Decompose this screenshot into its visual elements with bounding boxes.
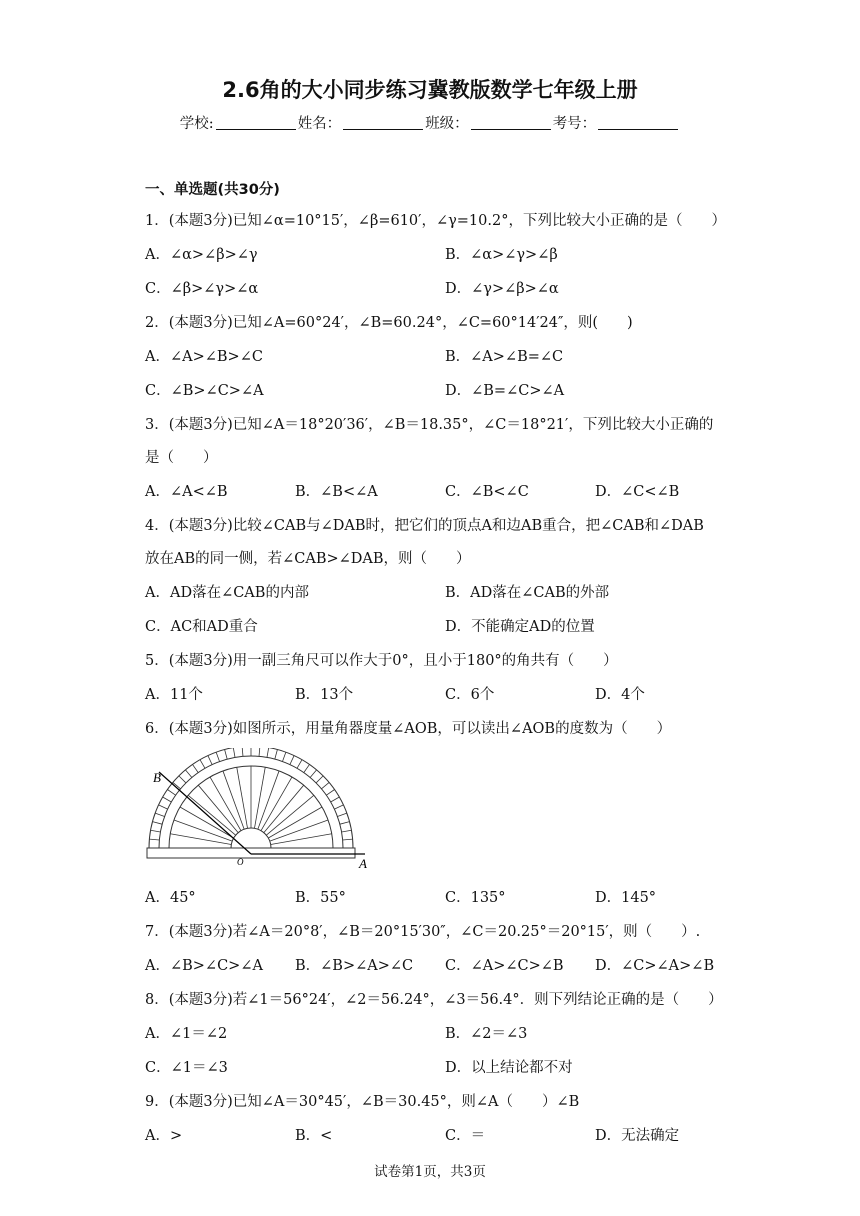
protractor-tick: [159, 805, 168, 809]
protractor-tick: [155, 813, 164, 816]
protractor-radial: [237, 767, 248, 828]
q5-option-c: C．6个: [445, 687, 495, 703]
question-3-stem: 3．(本题3分)已知∠A＝18°20′36′，∠B＝18.35°，∠C＝18°21′，下列比较大小正确的: [145, 417, 714, 433]
protractor-tick: [200, 760, 205, 769]
protractor-tick: [267, 748, 269, 757]
protractor-tick: [331, 797, 340, 802]
protractor-tick: [337, 813, 346, 816]
q3-option-a: A．∠A<∠B: [145, 484, 228, 500]
protractor-radial: [180, 807, 234, 838]
q5-option-a: A．11个: [145, 687, 203, 703]
q1-option-b: B．∠α>∠γ>∠β: [445, 247, 558, 263]
protractor-tick: [340, 822, 350, 825]
protractor-radial: [270, 820, 328, 841]
protractor-tick: [290, 756, 294, 765]
q8-option-b: B．∠2＝∠3: [445, 1026, 528, 1042]
class-blank: [471, 115, 551, 130]
question-1-stem: 1．(本题3分)已知∠α=10°15′，∠β=610′，∠γ=10.2°，下列比较大小正确的是（ ）: [145, 213, 726, 229]
q8-option-c: C．∠1＝∠3: [145, 1060, 228, 1076]
protractor-tick: [282, 752, 285, 761]
protractor-radial: [170, 834, 231, 845]
protractor-tick: [316, 776, 323, 783]
question-4-stem: 4．(本题3分)比较∠CAB与∠DAB时，把它们的顶点A和边AB重合，把∠CAB和∠DAB: [145, 518, 704, 534]
protractor-tick: [297, 760, 302, 769]
q9-option-c: C．＝: [445, 1128, 486, 1144]
q6-option-a: A．45°: [145, 890, 196, 906]
school-blank: [216, 115, 296, 130]
protractor-tick: [326, 789, 334, 795]
label-a: A: [359, 856, 367, 870]
question-2-stem: 2．(本题3分)已知∠A=60°24′，∠B=60.24°，∠C=60°14′24″，则( ): [145, 315, 633, 331]
protractor-tick: [334, 805, 343, 809]
q8-option-d: D．以上结论都不对: [445, 1060, 573, 1076]
question-8-stem: 8．(本题3分)若∠1＝56°24′，∠2＝56.24°，∠3＝56.4°．则下列结论正确的是（ ）: [145, 992, 723, 1008]
question-4-stem-cont: 放在AB的同一侧，若∠CAB>∠DAB，则（ ）: [145, 551, 471, 567]
class-label: 班级：: [425, 116, 469, 132]
protractor-tick: [343, 839, 353, 840]
protractor-radial: [258, 771, 279, 829]
section-heading: 一、单选题(共30分): [145, 182, 280, 198]
exam-no-label: 考号：: [552, 116, 597, 132]
q9-option-a: A．>: [145, 1128, 183, 1144]
q9-option-d: D．无法确定: [595, 1128, 680, 1144]
q6-option-d: D．145°: [595, 890, 657, 906]
page-footer: 试卷第1页，共3页: [374, 1164, 486, 1180]
protractor-tick: [225, 749, 228, 759]
q1-option-c: C．∠β>∠γ>∠α: [145, 281, 259, 297]
protractor-tick: [152, 822, 162, 825]
q2-option-b: B．∠A>∠B=∠C: [445, 349, 564, 365]
protractor-radial: [174, 820, 232, 841]
protractor-tick: [310, 770, 316, 778]
exam-no-blank: [598, 115, 678, 130]
q4-option-d: D．不能确定AD的位置: [445, 619, 595, 635]
question-7-stem: 7．(本题3分)若∠A＝20°8′，∠B＝20°15′30″，∠C＝20.25°＝20°15′，则（ ）.: [145, 924, 701, 940]
protractor-tick: [304, 764, 310, 772]
protractor-radial: [210, 777, 241, 831]
q2-option-d: D．∠B=∠C>∠A: [445, 383, 565, 399]
q6-option-b: B．55°: [295, 890, 346, 906]
protractor-radial: [254, 767, 265, 828]
q7-option-c: C．∠A>∠C>∠B: [445, 958, 564, 974]
q3-option-c: C．∠B<∠C: [445, 484, 529, 500]
protractor-tick: [163, 797, 172, 802]
protractor-tick: [242, 748, 243, 756]
q3-option-d: D．∠C<∠B: [595, 484, 680, 500]
protractor-tick: [151, 830, 161, 832]
q7-option-a: A．∠B>∠C>∠A: [145, 958, 263, 974]
label-o: O: [237, 857, 244, 867]
protractor-tick: [185, 770, 191, 778]
q6-option-c: C．135°: [445, 890, 506, 906]
q7-option-d: D．∠C>∠A>∠B: [595, 958, 715, 974]
q3-option-b: B．∠B<∠A: [295, 484, 378, 500]
protractor-tick: [259, 748, 260, 756]
protractor-radial: [268, 807, 322, 838]
protractor-tick: [149, 839, 159, 840]
protractor-radial: [223, 771, 244, 829]
label-b: B: [153, 770, 161, 785]
q9-option-b: B．<: [295, 1128, 333, 1144]
protractor-tick: [342, 830, 352, 832]
q4-option-b: B．AD落在∠CAB的外部: [445, 585, 610, 601]
question-3-stem-cont: 是（ ）: [145, 450, 218, 466]
protractor-tick: [179, 776, 186, 783]
q8-option-a: A．∠1＝∠2: [145, 1026, 228, 1042]
student-info: [0, 112, 860, 133]
q1-option-a: A．∠α>∠β>∠γ: [145, 247, 258, 263]
question-6-stem: 6．(本题3分)如图所示，用量角器度量∠AOB，可以读出∠AOB的度数为（ ）: [145, 721, 672, 737]
protractor-radial: [261, 777, 292, 831]
protractor-figure: [143, 748, 378, 874]
q4-option-a: A．AD落在∠CAB的内部: [145, 585, 309, 601]
page-title: 2.6角的大小同步练习冀教版数学七年级上册: [222, 78, 638, 102]
school-label: 学校:: [179, 116, 214, 132]
q7-option-b: B．∠B>∠A>∠C: [295, 958, 414, 974]
name-blank: [343, 115, 423, 130]
protractor-svg: [143, 748, 378, 870]
q2-option-c: C．∠B>∠C>∠A: [145, 383, 264, 399]
protractor-radial: [271, 834, 332, 845]
protractor-tick: [216, 752, 219, 761]
q2-option-a: A．∠A>∠B>∠C: [145, 349, 263, 365]
protractor-tick: [275, 749, 278, 759]
question-5-stem: 5．(本题3分)用一副三角尺可以作大于0°，且小于180°的角共有（ ）: [145, 653, 618, 669]
protractor-tick: [321, 782, 329, 788]
name-label: 姓名：: [297, 116, 342, 132]
protractor-tick: [167, 789, 175, 795]
q4-option-c: C．AC和AD重合: [145, 619, 258, 635]
q5-option-b: B．13个: [295, 687, 354, 703]
protractor-tick: [192, 764, 198, 772]
q5-option-d: D．4个: [595, 687, 645, 703]
protractor-tick: [233, 748, 235, 757]
protractor-tick: [208, 756, 212, 765]
q1-option-d: D．∠γ>∠β>∠α: [445, 281, 559, 297]
question-9-stem: 9．(本题3分)已知∠A＝30°45′，∠B＝30.45°，则∠A（ ）∠B: [145, 1094, 580, 1110]
